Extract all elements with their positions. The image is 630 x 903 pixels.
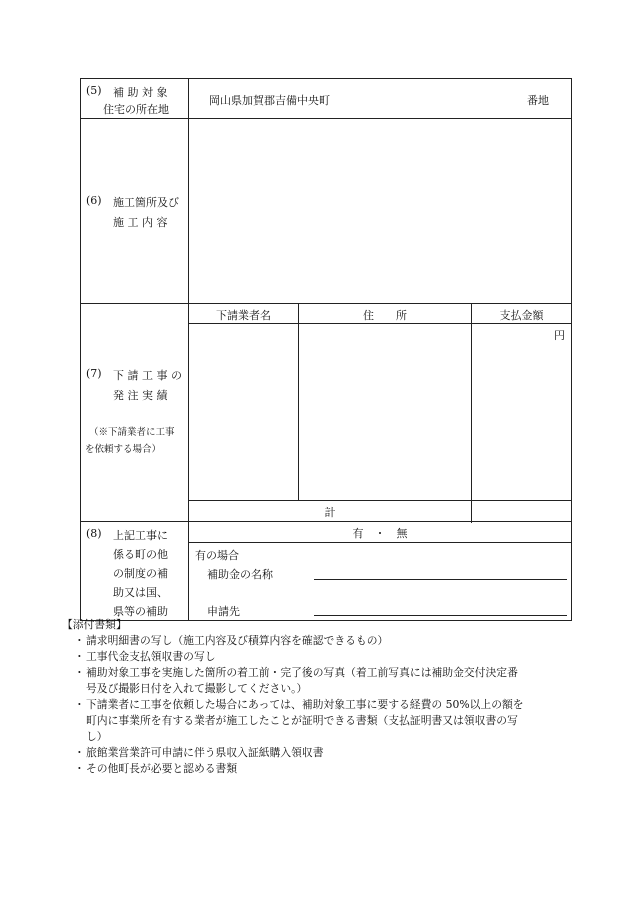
bullet: ・: [74, 698, 85, 711]
row-label: [81, 79, 189, 118]
row-label: [81, 304, 189, 521]
other-subsidy-field: [189, 522, 571, 620]
yes-no-choice[interactable]: [189, 522, 571, 543]
construction-details-field[interactable]: [189, 119, 571, 303]
total-amount-field[interactable]: [472, 501, 571, 523]
row-number: (6): [86, 194, 102, 207]
subsidy-detail: [189, 543, 571, 620]
attachment-text: 工事代金支払領収書の写し: [86, 650, 216, 663]
row-construction-details: [81, 119, 571, 304]
subsidy-name-line[interactable]: [314, 579, 567, 580]
address-prefix: 岡山県加賀郡吉備中央町: [209, 94, 330, 107]
if-yes-label: 有の場合: [195, 549, 239, 562]
subcontractor-address-field[interactable]: [299, 324, 472, 500]
attachment-item: [64, 665, 594, 697]
bullet: ・: [74, 634, 85, 647]
row-label: [81, 522, 189, 620]
attachment-text: 補助対象工事を実施した箇所の着工前・完了後の写真（着工前写真には補助金交付決定番: [86, 666, 518, 679]
application-form-table: [80, 78, 572, 621]
row-label-line: 下 請 工 事 の: [113, 369, 182, 382]
address-suffix: 番地: [527, 94, 549, 107]
bullet: ・: [74, 762, 85, 775]
yen-unit: 円: [554, 329, 565, 342]
row-note: （※下請業者に工事: [89, 427, 175, 438]
attachments-section: [64, 617, 594, 777]
attachment-text: 旅館業営業許可申請に伴う県収入証紙購入領収書: [86, 746, 324, 759]
attachment-item: [64, 649, 594, 665]
subsidy-name-label: 補助金の名称: [207, 568, 273, 581]
row-label-line: 県等の補助: [113, 605, 168, 618]
row-label-line: 施工箇所及び: [113, 196, 179, 209]
bullet: ・: [74, 650, 85, 663]
row-label-line: 住宅の所在地: [103, 103, 169, 116]
row-other-subsidy: [81, 522, 571, 620]
row-note: を依頼する場合）: [85, 444, 162, 455]
row-label-line: 発 注 実 績: [113, 389, 168, 402]
row-label-line: 助又は国、: [113, 586, 168, 599]
bullet: ・: [74, 746, 85, 759]
row-label-line: の制度の補: [113, 567, 168, 580]
row-property-address: [81, 79, 571, 119]
row-label-line: 上記工事に: [113, 529, 168, 542]
row-label-line: 補 助 対 象: [113, 86, 168, 99]
attachment-text: その他町長が必要と認める書類: [86, 762, 238, 775]
attachments-title: 【添付書類】: [62, 618, 127, 631]
row-number: (7): [86, 367, 102, 380]
attachment-item: [64, 633, 594, 649]
attachment-text: し）: [86, 730, 108, 743]
applicant-label: 申請先: [207, 605, 240, 618]
applicant-line[interactable]: [314, 615, 567, 616]
attachment-text: 下請業者に工事を依頼した場合にあっては、補助対象工事に要する経費の 50%以上の額を: [86, 698, 524, 711]
attachment-text: 町内に事業所を有する業者が施工したことが証明できる書類（支払証明書又は領収書の写: [86, 714, 518, 727]
address-field[interactable]: [189, 79, 571, 118]
attachment-item: [64, 761, 594, 777]
row-label-line: 係る町の他: [113, 548, 168, 561]
row-label-line: 施 工 内 容: [113, 216, 168, 229]
subcontract-total-row: [189, 501, 571, 523]
attachment-text: 請求明細書の写し（施工内容及び積算内容を確認できるもの）: [86, 634, 389, 647]
row-subcontract-record: [81, 304, 571, 522]
bullet: ・: [74, 666, 85, 679]
subcontract-body: [189, 324, 571, 501]
yes-no-text: 有 ・ 無: [352, 527, 408, 540]
subcontract-header: [189, 304, 571, 324]
row-number: (5): [86, 84, 102, 97]
attachment-text: 号及び撮影日付を入れて撮影してください。）: [86, 682, 308, 695]
attachment-item: [64, 745, 594, 761]
column-header: 下請業者名: [216, 309, 271, 322]
attachment-item: [64, 697, 594, 745]
payment-amount-field[interactable]: [472, 324, 571, 500]
column-header: 住 所: [363, 309, 407, 322]
subcontract-table: [189, 304, 571, 521]
column-header: 支払金額: [499, 309, 544, 322]
row-number: (8): [86, 527, 102, 540]
subcontractor-name-field[interactable]: [189, 324, 299, 500]
total-label: 計: [324, 506, 336, 519]
row-label: [81, 119, 189, 303]
